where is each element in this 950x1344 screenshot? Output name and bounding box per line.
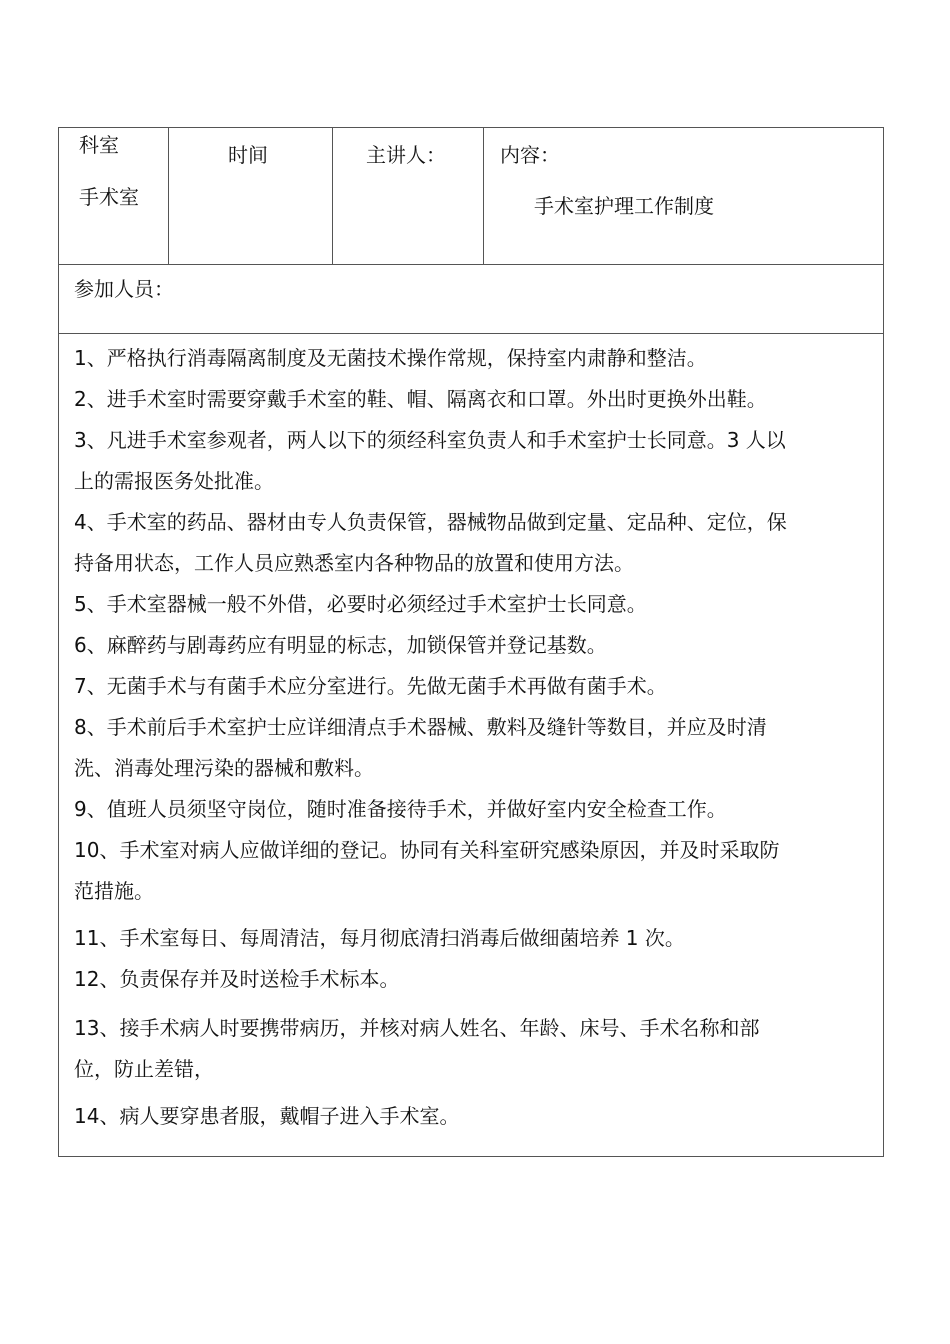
rule-item-continuation: 洗、消毒处理污染的器械和敷料。 (74, 756, 374, 780)
content-label: 内容： (500, 143, 560, 167)
rule-item: 7、无菌手术与有菌手术应分室进行。先做无菌手术再做有菌手术。 (74, 674, 667, 698)
time-label: 时间 (228, 143, 268, 167)
rule-item: 1、严格执行消毒隔离制度及无菌技术操作常规，保持室内肃静和整洁。 (74, 346, 707, 370)
rule-item: 10、手术室对病人应做详细的登记。协同有关科室研究感染原因，并及时采取防 (74, 838, 780, 862)
rule-item: 8、手术前后手术室护士应详细清点手术器械、敷料及缝针等数目，并应及时清 (74, 715, 767, 739)
rule-item: 6、麻醉药与剧毒药应有明显的标志，加锁保管并登记基数。 (74, 633, 607, 657)
department-value: 手术室 (79, 185, 139, 209)
rule-item: 13、接手术病人时要携带病历，并核对病人姓名、年龄、床号、手术名称和部 (74, 1016, 760, 1040)
rule-item: 9、值班人员须坚守岗位，随时准备接待手术，并做好室内安全检查工作。 (74, 797, 727, 821)
rule-item-continuation: 上的需报医务处批准。 (74, 469, 274, 493)
meeting-record-table (58, 127, 884, 1157)
speaker-cell (333, 128, 484, 264)
rule-item: 11、手术室每日、每周清洁，每月彻底清扫消毒后做细菌培养 1 次。 (74, 926, 685, 950)
rule-item-continuation: 范措施。 (74, 879, 154, 903)
time-cell (169, 128, 333, 264)
rule-item: 4、手术室的药品、器材由专人负责保管，器械物品做到定量、定品种、定位，保 (74, 510, 787, 534)
rule-item: 12、负责保存并及时送检手术标本。 (74, 967, 400, 991)
rule-item-continuation: 持备用状态，工作人员应熟悉室内各种物品的放置和使用方法。 (74, 551, 634, 575)
attendees-label: 参加人员： (74, 277, 174, 301)
department-label: 科室 (79, 133, 119, 157)
attendees-row (59, 264, 883, 334)
rule-item: 3、凡进手术室参观者，两人以下的须经科室负责人和手术室护士长同意。3 人以 (74, 428, 786, 452)
rule-item-continuation: 位，防止差错， (74, 1057, 214, 1081)
content-value: 手术室护理工作制度 (534, 194, 714, 218)
rule-item: 5、手术室器械一般不外借，必要时必须经过手术室护士长同意。 (74, 592, 647, 616)
rule-item: 14、病人要穿患者服，戴帽子进入手术室。 (74, 1104, 460, 1128)
department-cell (59, 128, 169, 264)
rule-item: 2、进手术室时需要穿戴手术室的鞋、帽、隔离衣和口罩。外出时更换外出鞋。 (74, 387, 767, 411)
header-row (59, 128, 883, 265)
speaker-label: 主讲人： (366, 143, 446, 167)
content-cell (484, 128, 883, 264)
